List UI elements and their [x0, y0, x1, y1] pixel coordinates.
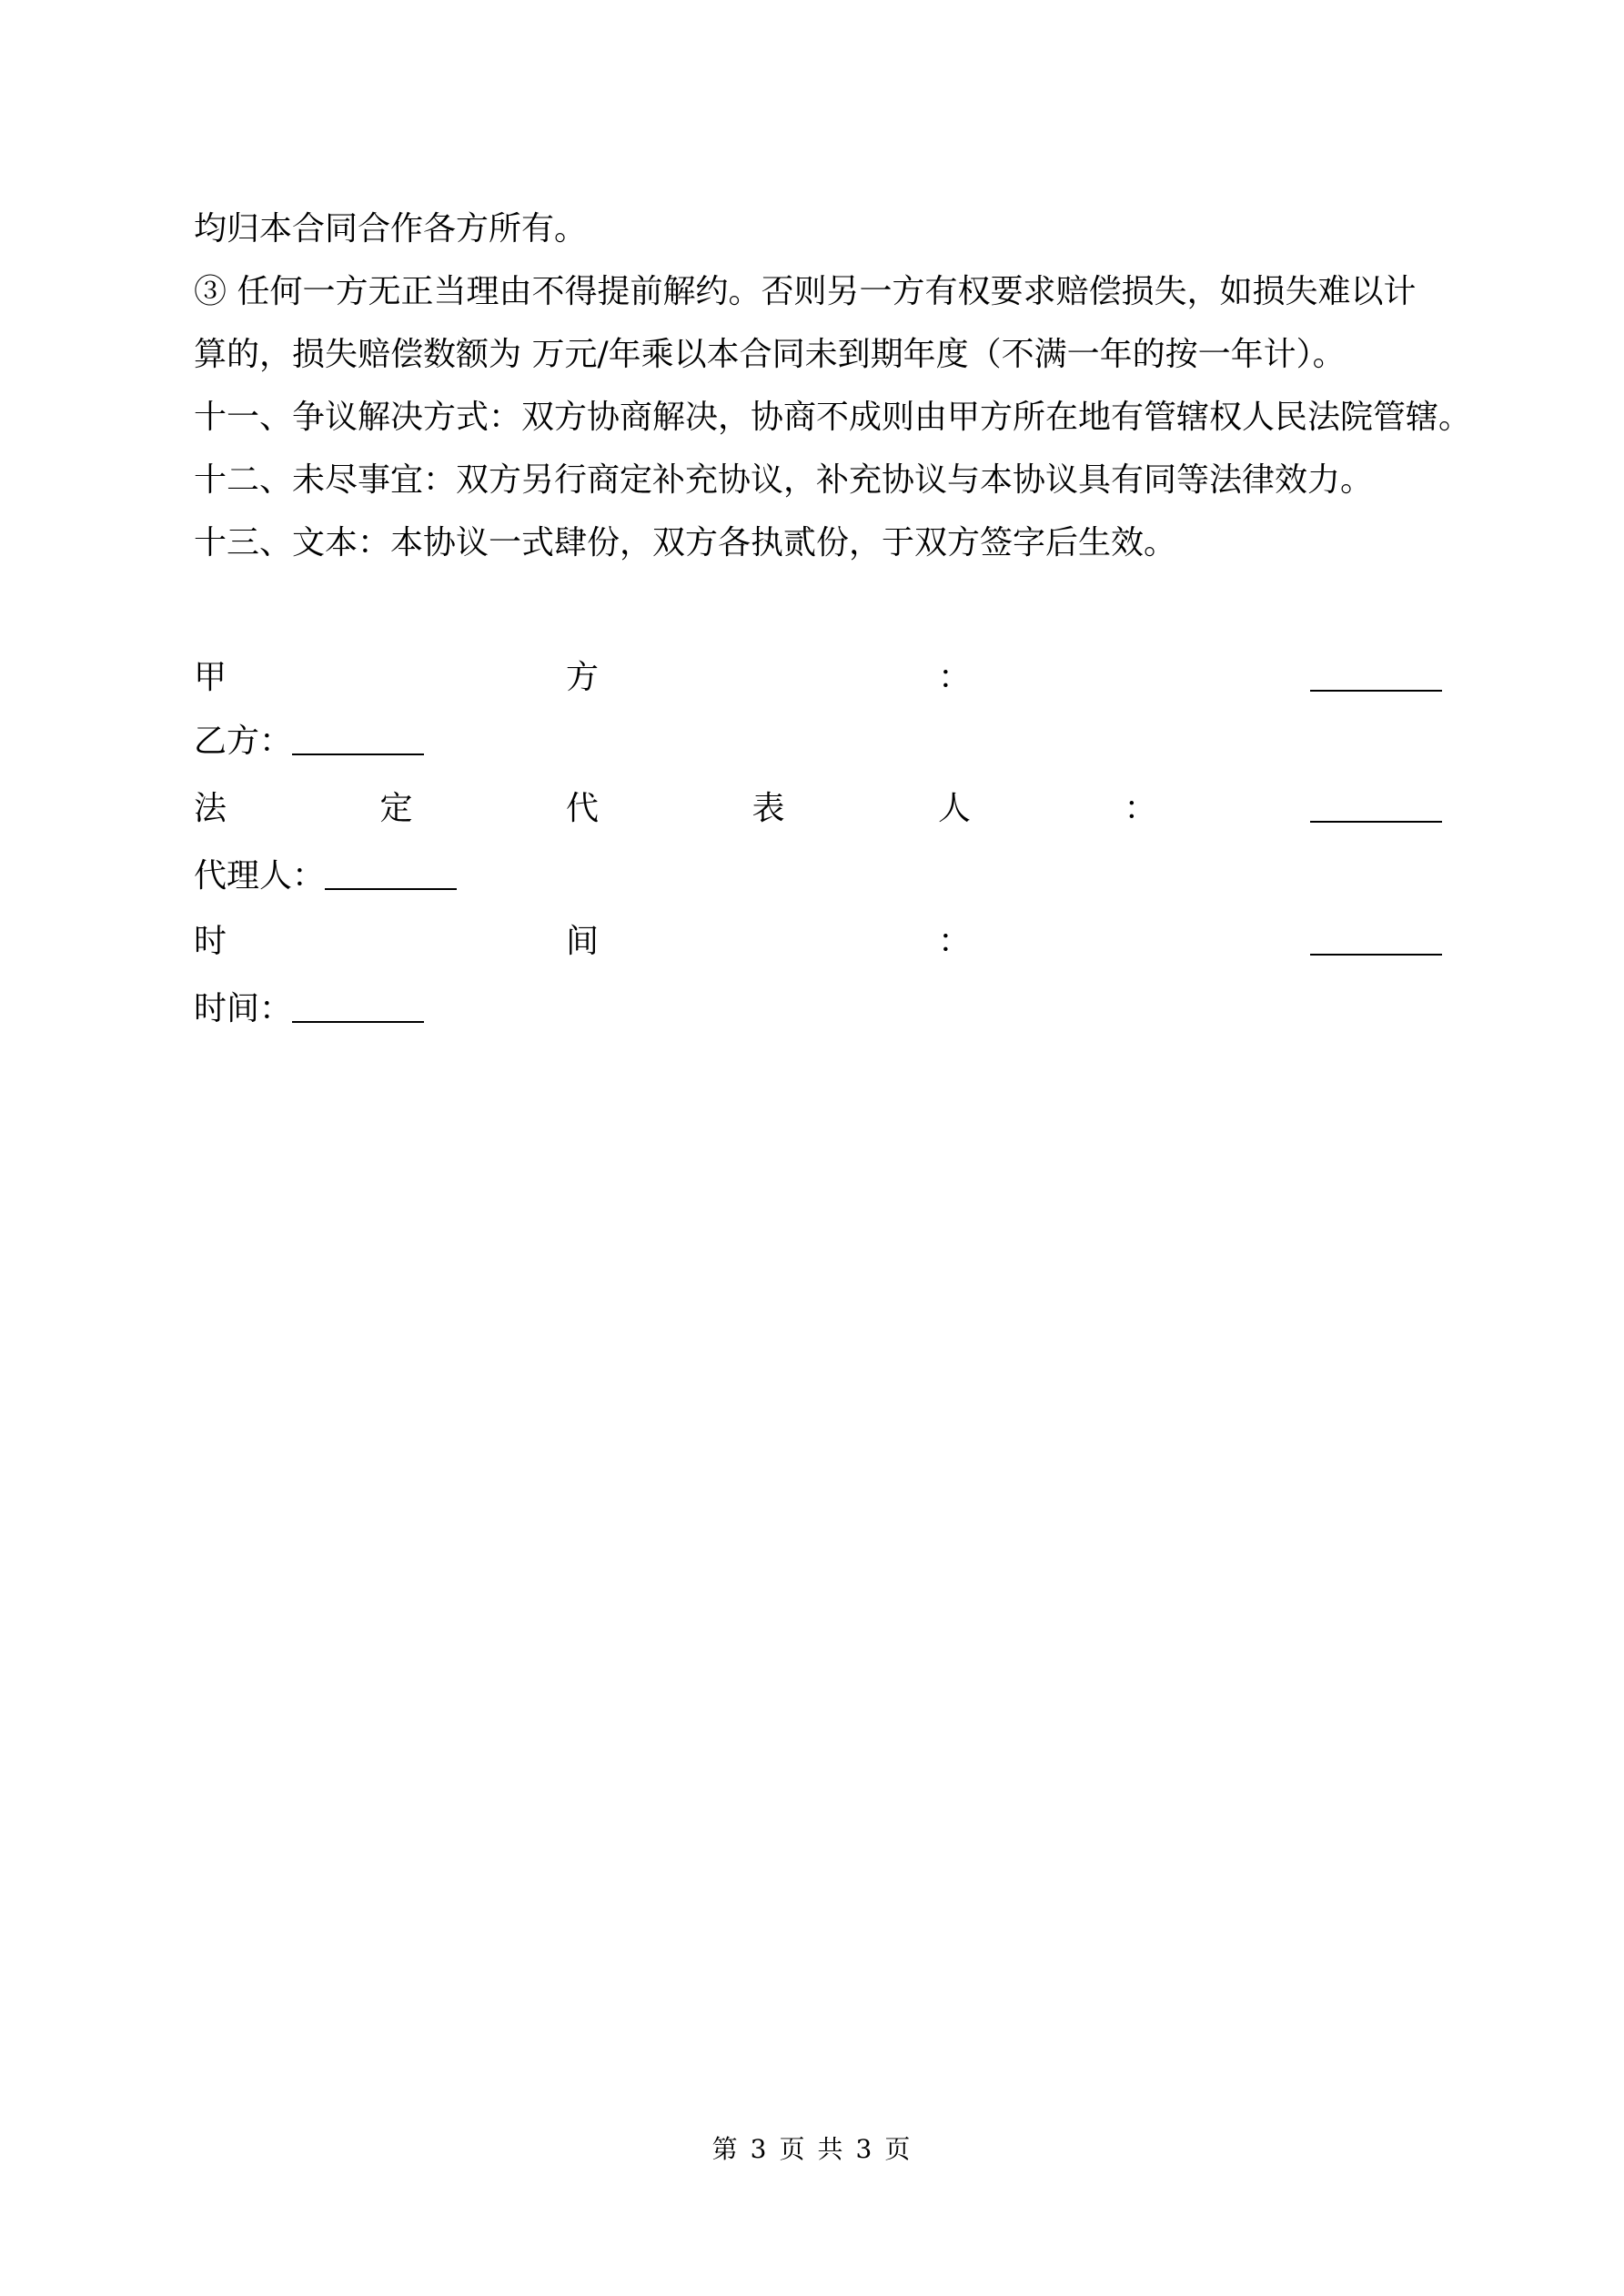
date-a-char-2: 间: [566, 923, 600, 960]
party-a-char-1: 甲: [194, 659, 227, 696]
paragraph-clause-3: ③ 任何一方无正当理由不得提前解约。否则另一方有权要求赔偿损失，如损失难以计算的，损失赔偿数额为 万元/年乘以本合同未到期年度（不满一年的按一年计）。: [194, 273, 1417, 373]
signature-party-a-row: [194, 646, 1442, 709]
date-b-label: 时间：: [194, 990, 293, 1027]
legal-rep-signature-blank[interactable]: [1310, 788, 1442, 823]
footer-total-pages: 3: [855, 2134, 874, 2164]
legal-rep-colon: ：: [1124, 790, 1157, 827]
date-row-a: [194, 910, 1442, 973]
legal-representative-row: [194, 777, 1442, 840]
paragraph-line-1: 均归本合同合作各方所有。: [194, 210, 588, 248]
date-a-colon: ：: [938, 923, 972, 960]
date-a-blank[interactable]: [1310, 921, 1442, 956]
date-row-b: [194, 977, 1442, 1040]
signature-party-b-row: [194, 710, 1442, 773]
page-footer: [0, 2129, 1624, 2166]
date-a-char-1: 时: [194, 923, 227, 960]
paragraph-clause-13: 十三、文本：本协议一式肆份，双方各执贰份，于双方签字后生效。: [194, 524, 1177, 561]
legal-rep-char-4: 表: [751, 790, 785, 827]
paragraph-clause-12: 十二、未尽事宜：双方另行商定补充协议，补充协议与本协议具有同等法律效力。: [194, 461, 1374, 499]
party-b-signature-blank[interactable]: [292, 721, 424, 755]
footer-word-3: 共: [817, 2134, 845, 2164]
party-a-char-2: 方: [566, 659, 600, 696]
party-b-label: 乙方：: [194, 723, 293, 760]
footer-word-2: 页: [779, 2134, 807, 2164]
date-b-blank[interactable]: [292, 988, 424, 1023]
agent-label: 代理人：: [194, 857, 326, 895]
party-a-signature-blank[interactable]: [1310, 657, 1442, 692]
party-a-colon: ：: [938, 659, 972, 696]
paragraph-clause-11: 十一、争议解决方式：双方协商解决，协商不成则由甲方所在地有管辖权人民法院管辖。: [194, 399, 1472, 436]
legal-rep-char-2: 定: [379, 790, 413, 827]
legal-rep-char-3: 代: [566, 790, 600, 827]
agent-signature-blank[interactable]: [325, 855, 457, 890]
legal-rep-char-5: 人: [938, 790, 972, 827]
footer-word-1: 第: [711, 2134, 740, 2164]
footer-page-number: 3: [750, 2134, 769, 2164]
footer-word-4: 页: [884, 2134, 913, 2164]
agent-row: [194, 845, 1442, 907]
legal-rep-char-1: 法: [194, 790, 227, 827]
